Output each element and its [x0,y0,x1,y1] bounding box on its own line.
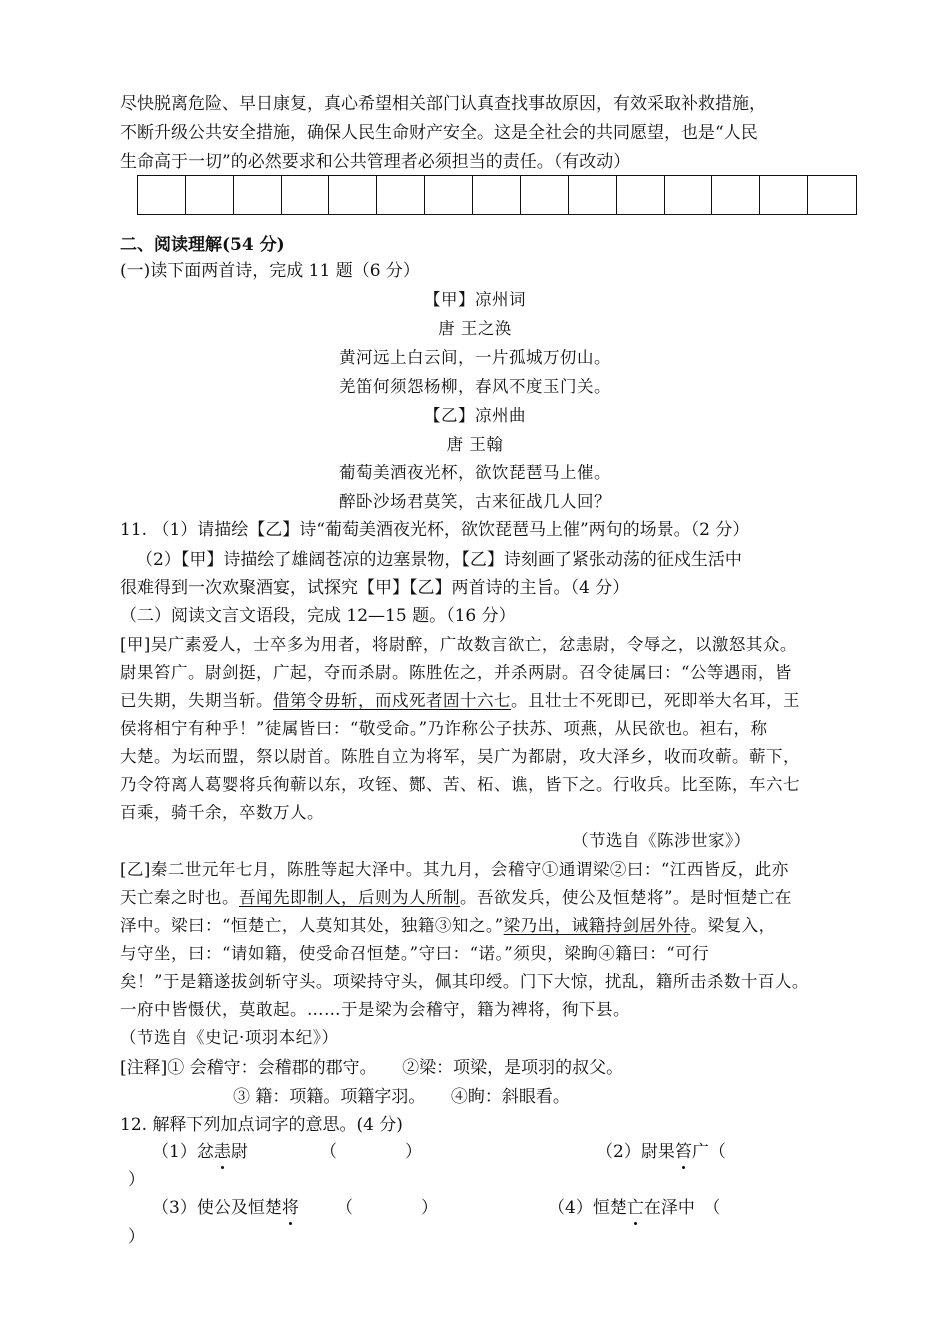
poem-instruction: (一)读下面两首诗，完成 11 题（6 分） [120,261,420,281]
yi-line-4: 与守坐，曰：“请如籍，使受命召恒楚。”守曰：“诺。”须臾，梁眴④籍曰：“可行 [120,944,710,963]
q12-item-1-text: （1）忿 [152,1142,214,1162]
answer-cell[interactable] [425,176,473,214]
jia-line-4: 侯将相宁有种乎！”徒属皆曰：“敬受命。”乃诈称公子扶苏、项燕，从民欲也。袒右，称 [120,719,768,738]
jia-underlined-sentence: 借第令毋斩，而戍死者固十六七 [273,691,511,710]
poem-b-line-1: 葡萄美酒夜光杯，欲饮琵琶马上催。 [339,463,611,482]
q12-item-3-answer-blank[interactable]: （ ） [336,1198,438,1218]
poem-a-title: 【甲】凉州词 [424,290,526,309]
notes-line-2: ③ 籍：项籍。项籍字羽。 ④眴：斜眼看。 [233,1087,570,1107]
q12-item-2-text-end[interactable]: 广（ [691,1142,726,1162]
intro-line-2: 不断升级公共安全措施，确保人民生命财产安全。这是全社会的共同愿望，也是“人民 [120,123,758,143]
q12-item-1-answer-blank[interactable]: （ ） [320,1142,422,1162]
q12-item-3-text: （3）使公及恒楚 [152,1198,282,1218]
yi-line-6: 一府中皆慑伏，莫敢起。……于是梁为会稽守，籍为裨将，徇下县。 [120,1000,630,1019]
q12-item-2-dotted-char: 笞 [674,1142,692,1162]
answer-cell[interactable] [569,176,617,214]
q11-part-2-line-1: （2）【甲】诗描绘了雄阔苍凉的边塞景物，【乙】诗刻画了紧张动荡的征戍生活中 [136,550,742,570]
jia-line-2: 尉果笞广。尉剑挺，广起，夺而杀尉。陈胜佐之，并杀两尉。召令徒属曰：“公等遇雨，皆 [120,663,792,682]
yi-line-5: 矣！”于是籍遂拔剑斩守头。项梁持守头，佩其印绶。门下大惊，扰乱，籍所击杀数十百人。 [120,972,809,991]
yi-underlined-sentence-1: 吾闻先即制人，后则为人所制 [239,888,460,907]
q11-part-2-line-2: 很难得到一次欢聚酒宴，试探究【甲】【乙】两首诗的主旨。（4 分） [120,578,630,598]
jia-line-6: 乃令符离人葛婴将兵徇蕲以东，攻铚、酂、苦、柘、谯，皆下之。行收兵。比至陈，车六七 [120,775,800,794]
jia-line-7: 百乘，骑千余，卒数万人。 [120,803,324,822]
q12-item-4 [548,1196,720,1220]
yi-underlined-sentence-2: 梁乃出，诫籍持剑居外待 [503,916,691,935]
answer-cell[interactable] [808,176,856,214]
jia-line-3-pre: 已失期，失期当斩。 [120,691,273,710]
answer-cell[interactable] [617,176,665,214]
q12-item-2-text: （2）尉果 [596,1142,675,1162]
poem-b-author: 唐 王翰 [446,435,504,454]
intro-line-3: 生命高于一切”的必然要求和公共管理者必须担当的责任。（有改动） [120,152,631,172]
q12-title: 12. 解释下列加点词字的意思。(4 分) [120,1115,403,1135]
yi-line-2-pre: 天亡秦之时也。 [120,888,239,907]
answer-cell[interactable] [760,176,808,214]
answer-cell[interactable] [282,176,330,214]
jia-source: （节选自《陈涉世家》） [572,831,751,850]
q12-item-4-dotted-char: 亡 [626,1198,644,1218]
q11-part-1: 11. （1）请描绘【乙】诗“葡萄美酒夜光杯，欲饮琵琶马上催”两句的场景。（2 分） [120,520,750,540]
answer-cell[interactable] [329,176,377,214]
poem-b-line-2: 醉卧沙场君莫笑，古来征战几人回？ [339,492,611,511]
yi-line-2-post: 。吾欲发兵，使公及恒楚将”。是时恒楚亡在 [460,888,792,907]
poem-a-author: 唐 王之涣 [438,319,512,338]
answer-cell[interactable] [186,176,234,214]
answer-cell[interactable] [521,176,569,214]
q12-item-1-text-end: 尉 [230,1142,248,1162]
answer-grid[interactable] [137,175,857,215]
notes-line-1: [注释]① 会稽守：会稽郡的郡守。 ②梁：项梁，是项羽的叔父。 [120,1058,624,1078]
answer-cell[interactable] [377,176,425,214]
yi-line-3-post: 。梁复入， [690,916,776,935]
jia-line-5: 大楚。为坛而盟，祭以尉首。陈胜自立为将军，吴广为都尉，攻大泽乡，收而攻蕲。蕲下， [120,747,800,766]
yi-line-2 [120,886,792,910]
q12-item-1-dotted-char: 恚 [213,1142,231,1162]
answer-cell[interactable] [138,176,186,214]
q12-item-4-close-paren: ） [128,1227,145,1247]
jia-line-3 [120,689,800,713]
q12-item-4-text-end[interactable]: 在泽中 （ [643,1198,721,1218]
answer-cell[interactable] [473,176,521,214]
yi-line-3-pre: 泽中。梁曰：“恒楚亡，人莫知其处，独籍③知之。” [120,916,504,935]
answer-cell[interactable] [234,176,282,214]
q12-item-1 [152,1140,248,1164]
q12-item-4-text: （4）恒楚 [548,1198,627,1218]
yi-line-1: [乙]秦二世元年七月，陈胜等起大泽中。其九月，会稽守①通谓梁②曰：“江西皆反，此亦 [120,860,789,879]
poem-a-line-2: 羌笛何须怨杨柳，春风不度玉门关。 [339,377,611,396]
yi-line-3 [120,914,776,938]
poem-a-line-1: 黄河远上白云间，一片孤城万仞山。 [339,348,611,367]
q12-item-2 [596,1140,726,1164]
poem-b-title: 【乙】凉州曲 [424,406,526,425]
q12-item-3 [152,1196,299,1220]
intro-line-1: 尽快脱离危险、早日康复，真心希望相关部门认真查找事故原因，有效采取补救措施， [120,94,766,114]
prose-instruction: （二）阅读文言文语段，完成 12—15 题。（16 分） [120,606,516,626]
yi-source: （节选自《史记·项羽本纪》） [120,1028,339,1047]
q12-item-3-dotted-char: 将 [281,1198,299,1218]
section-title: 二、阅读理解(54 分) [120,235,285,255]
q12-item-2-close-paren: ） [128,1170,145,1190]
jia-line-1: [甲]吴广素爱人，士卒多为用者，将尉醉，广故数言欲亡，忿恚尉，令辱之，以激怒其众。 [120,635,797,654]
answer-cell[interactable] [665,176,713,214]
jia-line-3-post: 。且壮士不死即已，死即举大名耳，王 [511,691,800,710]
answer-cell[interactable] [712,176,760,214]
